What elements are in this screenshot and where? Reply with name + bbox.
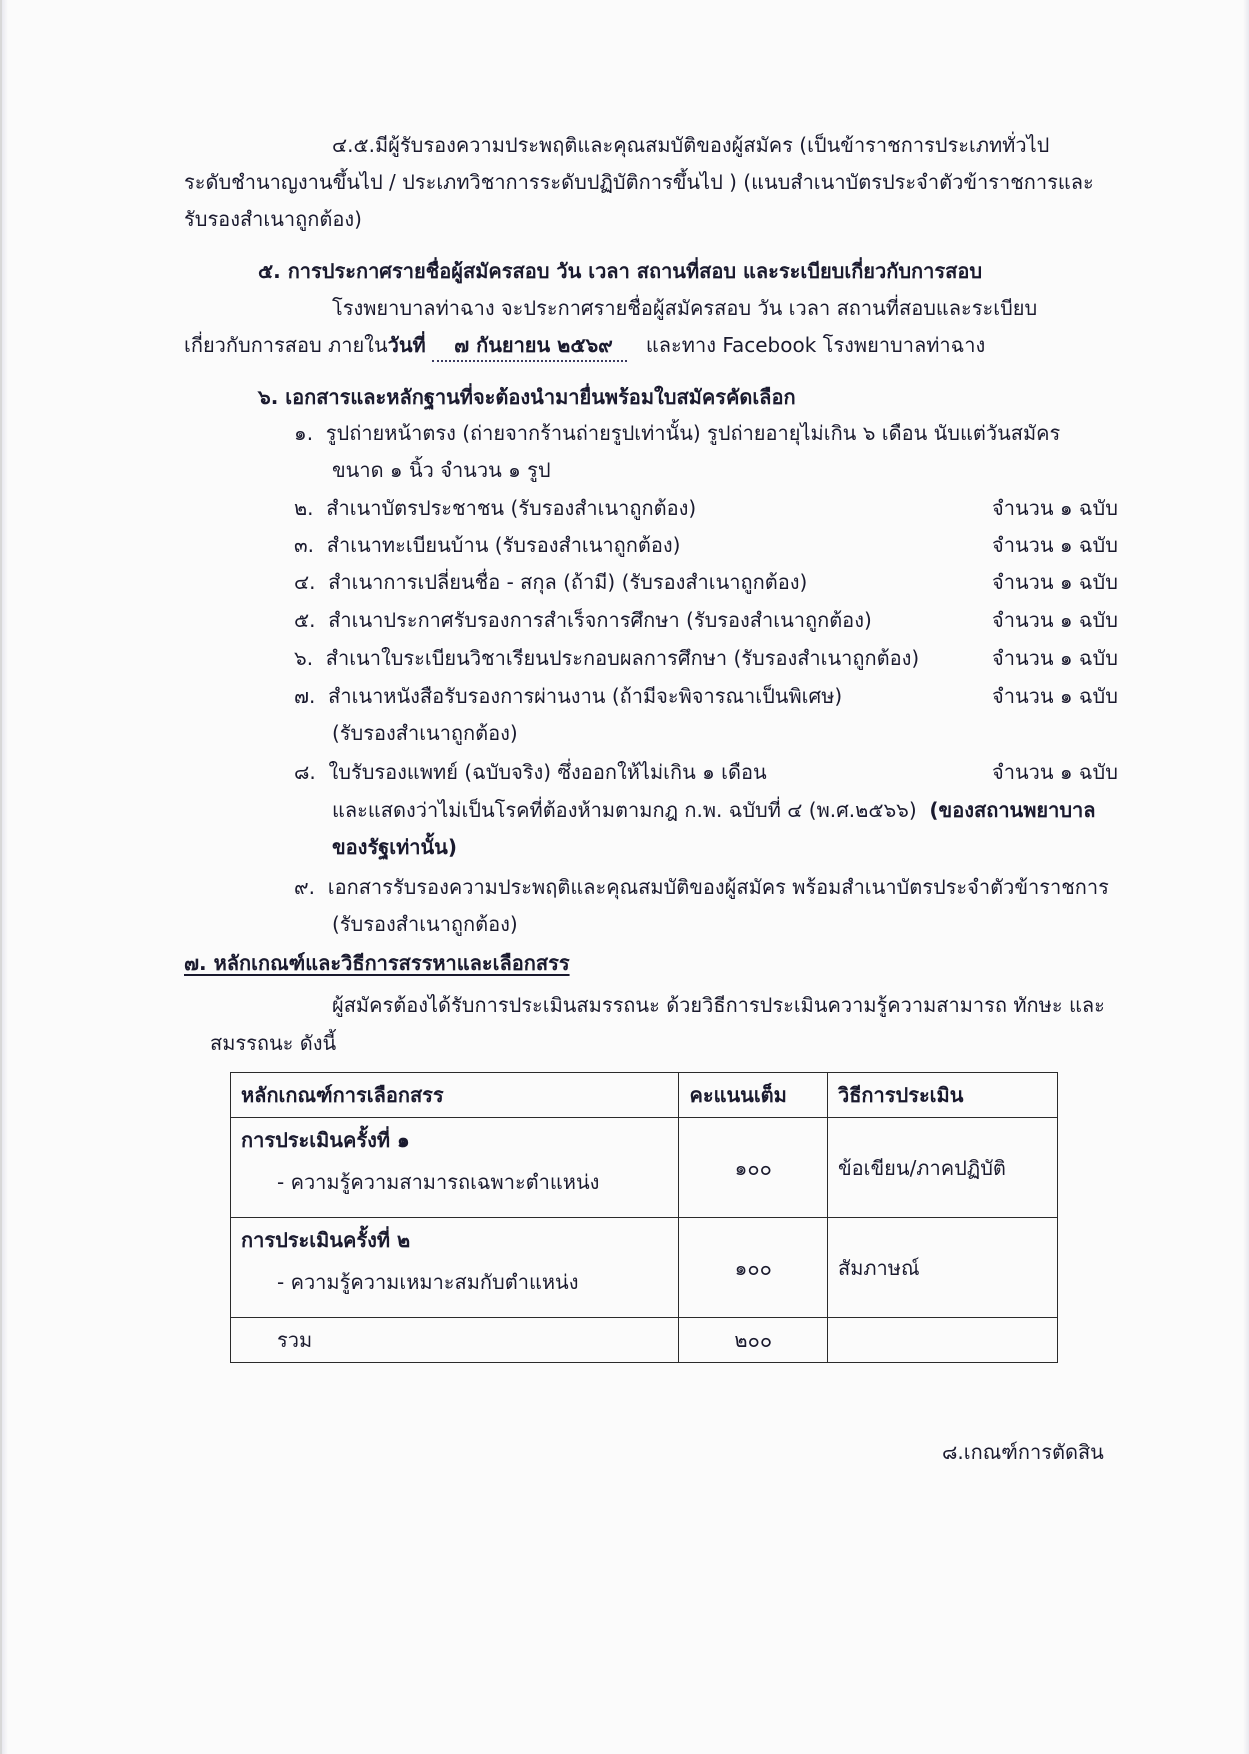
doc-item-number: ๘. [294,760,316,784]
doc-item-number: ๓. [294,533,315,557]
doc-item-7-copies: จำนวน ๑ ฉบับ [992,684,1118,708]
sec5-line2-bold: วันที่ [387,333,426,357]
table-cell-score: ๑๐๐ [679,1218,828,1318]
doc-item-6 [294,643,919,673]
doc-item-3-copies: จำนวน ๑ ฉบับ [992,533,1118,557]
doc-item-number: ๒. [294,496,314,520]
doc-item-number: ๑. [294,421,314,445]
sec7-line1: ผู้สมัครต้องได้รับการประเมินสมรรถนะ ด้วยวิธีการประเมินความรู้ความสามารถ ทักษะ และ [332,993,1105,1017]
sec5-line1: โรงพยาบาลท่าฉาง จะประกาศรายชื่อผู้สมัครสอบ วัน เวลา สถานที่สอบและระเบียบ [332,296,1038,320]
doc-item-text: ใบรับรองแพทย์ (ฉบับจริง) ซึ่งออกให้ไม่เกิน ๑ เดือน [328,760,767,784]
table-cell-score: ๑๐๐ [679,1118,828,1218]
doc-item-1-cont: ขนาด ๑ นิ้ว จำนวน ๑ รูป [332,458,551,482]
announcement-date: ๗ กันยายน ๒๕๖๙ [432,330,627,362]
doc-item-text: สำเนาบัตรประชาชน (รับรองสำเนาถูกต้อง) [326,496,697,520]
selection-criteria-table [230,1072,1058,1363]
scan-edge-left [2,0,8,1754]
table-row [231,1218,1058,1318]
table-cell-method: สัมภาษณ์ [827,1218,1057,1318]
doc-item-text: สำเนาการเปลี่ยนชื่อ - สกุล (ถ้ามี) (รับรองสำเนาถูกต้อง) [328,570,808,594]
table-total-label: รวม [231,1318,679,1363]
doc-item-text: สำเนาหนังสือรับรองการผ่านงาน (ถ้ามีจะพิจารณาเป็นพิเศษ) [328,684,843,708]
sec45-line2: ระดับชำนาญงานขึ้นไป / ประเภทวิชาการระดับปฏิบัติการขึ้นไป ) (แนบสำเนาบัตรประจำตัวข้าราชการและ [184,170,1094,194]
table-total-score: ๒๐๐ [679,1318,828,1363]
doc-item-7 [294,681,842,711]
assessment-item: - ความรู้ความสามารถเฉพาะตำแหน่ง [277,1170,600,1194]
table-cell-method: ข้อเขียน/ภาคปฏิบัติ [827,1118,1057,1218]
assessment-title: การประเมินครั้งที่ ๑ [241,1128,410,1152]
sec45-line1: ๔.๕.มีผู้รับรองความประพฤติและคุณสมบัติของผู้สมัคร (เป็นข้าราชการประเภททั่วไป [332,133,1050,157]
doc-item-8-cont2: ของรัฐเท่านั้น) [332,835,457,859]
doc-item-4-copies: จำนวน ๑ ฉบับ [992,570,1118,594]
table-total-row [231,1318,1058,1363]
doc-item-5 [294,605,872,635]
sec7-line2: สมรรถนะ ดังนี้ [210,1031,337,1055]
doc-item-2-copies: จำนวน ๑ ฉบับ [992,496,1118,520]
doc-item-9 [294,872,1109,902]
scan-edge-right [1243,0,1249,1754]
sec5-line2-pre: เกี่ยวกับการสอบ ภายใน [184,333,388,357]
doc-item-number: ๖. [294,646,314,670]
doc-item-text: สำเนาใบระเบียนวิชาเรียนประกอบผลการศึกษา (รับรองสำเนาถูกต้อง) [325,646,920,670]
sec6-heading: ๖. เอกสารและหลักฐานที่จะต้องนำมายื่นพร้อมใบสมัครคัดเลือก [258,385,796,409]
doc-item-7-cont: (รับรองสำเนาถูกต้อง) [332,721,518,745]
doc-item-number: ๕. [294,608,316,632]
doc-item-8-cont-bold: (ของสถานพยาบาล [929,798,1096,822]
doc-item-number: ๗. [294,684,316,708]
doc-item-3 [294,530,680,560]
table-header-method: วิธีการประเมิน [827,1073,1057,1118]
table-cell-criteria [231,1218,679,1318]
doc-item-text: เอกสารรับรองความประพฤติและคุณสมบัติของผู้สมัคร พร้อมสำเนาบัตรประจำตัวข้าราชการ [327,875,1109,899]
sec5-line2 [184,330,985,362]
sec5-line2-post: และทาง Facebook โรงพยาบาลท่าฉาง [645,333,986,357]
table-row [231,1118,1058,1218]
doc-item-5-copies: จำนวน ๑ ฉบับ [992,608,1118,632]
table-header-row [231,1073,1058,1118]
table-cell-criteria [231,1118,679,1218]
assessment-title: การประเมินครั้งที่ ๒ [241,1228,411,1252]
sec7-heading: ๗. หลักเกณฑ์และวิธีการสรรหาและเลือกสรร [184,951,570,975]
doc-item-4 [294,567,807,597]
sec5-heading: ๕. การประกาศรายชื่อผู้สมัครสอบ วัน เวลา สถานที่สอบ และระเบียบเกี่ยวกับการสอบ [258,259,983,283]
doc-item-8-cont [332,795,1096,825]
table-header-criteria: หลักเกณฑ์การเลือกสรร [231,1073,679,1118]
table-total-method [827,1318,1057,1363]
sec45-line3: รับรองสำเนาถูกต้อง) [184,207,362,231]
doc-item-text: รูปถ่ายหน้าตรง (ถ่ายจากร้านถ่ายรูปเท่านั้น) รูปถ่ายอายุไม่เกิน ๖ เดือน นับแต่วันสมัคร [325,421,1061,445]
doc-item-number: ๔. [294,570,316,594]
doc-item-number: ๙. [294,875,316,899]
doc-item-text: สำเนาประกาศรับรองการสำเร็จการศึกษา (รับรองสำเนาถูกต้อง) [328,608,872,632]
doc-item-8-cont-text: และแสดงว่าไม่เป็นโรคที่ต้องห้ามตามกฎ ก.พ. ฉบับที่ ๔ (พ.ศ.๒๕๖๖) [332,798,917,822]
doc-item-8-copies: จำนวน ๑ ฉบับ [992,760,1118,784]
table-header-score: คะแนนเต็ม [679,1073,828,1118]
doc-item-6-copies: จำนวน ๑ ฉบับ [992,646,1118,670]
doc-item-text: สำเนาทะเบียนบ้าน (รับรองสำเนาถูกต้อง) [326,533,681,557]
doc-item-1 [294,418,1060,448]
doc-item-9-cont: (รับรองสำเนาถูกต้อง) [332,912,518,936]
doc-item-8 [294,757,767,787]
doc-item-2 [294,493,696,523]
next-section-pointer: ๘.เกณฑ์การตัดสิน [942,1440,1104,1464]
assessment-item: - ความรู้ความเหมาะสมกับตำแหน่ง [277,1270,579,1294]
